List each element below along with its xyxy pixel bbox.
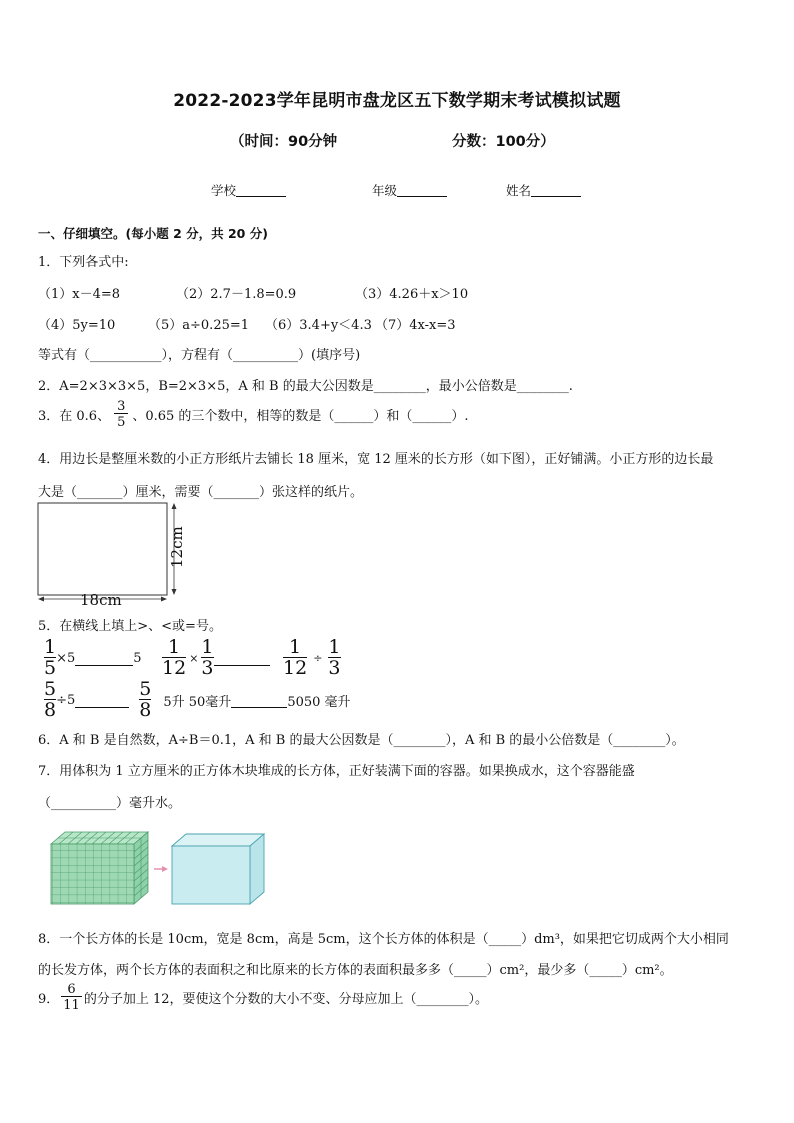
- q5-e6-right: 5050 毫升: [287, 694, 351, 710]
- q5-e3-fraction-a: [283, 638, 307, 678]
- q9-fraction: [61, 983, 82, 1012]
- school-blank[interactable]: [236, 183, 286, 197]
- q3-post: 、0.65 的三个数中，相等的数是（______）和（______）.: [132, 409, 469, 424]
- q5-e2-op: ×: [189, 651, 199, 665]
- rectangle-shape: [38, 503, 167, 595]
- q5-e2-n2: 1: [201, 636, 214, 658]
- q5-e1-num: 1: [44, 636, 57, 658]
- grade-field[interactable]: [372, 181, 447, 199]
- q5-e4-num: 5: [44, 678, 57, 700]
- arrow-icon: [154, 866, 168, 872]
- q1-item-3: （3）4.26＋x＞10: [355, 287, 469, 302]
- name-label: 姓名: [506, 183, 532, 198]
- name-blank[interactable]: [531, 183, 581, 197]
- q5-e3-d2: 3: [328, 657, 341, 679]
- page-title: 2022-2023学年昆明市盘龙区五下数学期末考试模拟试题: [173, 91, 621, 111]
- q5-e3-d1: 12: [283, 657, 308, 679]
- q1-item-1: （1）x－4=8: [38, 287, 121, 302]
- q5-e1-right: 5: [133, 650, 142, 666]
- q8-line1: 8．一个长方体的长是 10cm，宽是 8cm，高是 5cm，这个长方体的体积是（_____）dm³，如果把它切成两个大小相同: [38, 932, 729, 947]
- q4-line1: 4．用边长是整厘米数的小正方形纸片去铺长 18 厘米，宽 12 厘米的长方形（如下图），正好铺满。小正方形的边长最: [38, 452, 714, 467]
- q5-e1-den: 5: [44, 657, 57, 679]
- q1-item-4: （4）5y=10: [38, 318, 116, 333]
- q5-expr-3: [283, 638, 341, 678]
- q5-e4-den: 8: [44, 699, 57, 721]
- q1-item-5: （5）a÷0.25=1: [148, 318, 250, 333]
- q5-e2-d2: 3: [201, 657, 214, 679]
- q8-line2: 的长发方体，两个长方体的表面积之和比原来的长方体的表面积最多多（_____）cm²，最少多（_____）cm²。: [38, 963, 673, 978]
- q5-stem: 5．在横线上填上>、<或=号。: [38, 619, 222, 634]
- q5-e2-fraction-a: [162, 638, 186, 678]
- school-label: 学校: [211, 183, 237, 198]
- q5-e3-fraction-b: [328, 638, 340, 678]
- q4-line2: 大是（_______）厘米，需要（_______）张这样的纸片。: [38, 485, 364, 500]
- q5-e5-num: 5: [139, 678, 152, 700]
- q5-e1-mid: ×5: [56, 650, 76, 666]
- width-label: 18cm: [80, 591, 122, 609]
- exam-score: 分数：100分）: [452, 134, 555, 150]
- name-field[interactable]: [506, 181, 581, 199]
- q5-blank-4[interactable]: [75, 693, 129, 708]
- q5-e2-d1: 12: [162, 657, 187, 679]
- q5-e4-mid: ÷5: [56, 692, 76, 708]
- q5-e3-n2: 1: [328, 636, 341, 658]
- q5-blank-2[interactable]: [214, 651, 270, 666]
- q7-line2: （__________）毫升水。: [38, 796, 182, 811]
- school-field[interactable]: [211, 181, 286, 199]
- q5-e3-op: ÷: [313, 651, 323, 665]
- q5-blank-6[interactable]: [231, 693, 287, 708]
- q3: [38, 400, 469, 429]
- q5-e2-n1: 1: [168, 636, 181, 658]
- q5-e5-fraction: [139, 680, 151, 720]
- q7-line1: 7．用体积为 1 立方厘米的正方体木块堆成的长方体，正好装满下面的容器。如果换成水，这个容器能盛: [38, 764, 635, 779]
- q1-item-6: （6）3.4+y＜4.3: [265, 318, 372, 333]
- rectangle-figure: [34, 498, 194, 610]
- q9: [38, 983, 488, 1012]
- q5-expr-4: [44, 680, 351, 720]
- q1-answer-line: 等式有（___________），方程有（__________）(填序号): [38, 348, 361, 363]
- section-heading: 一、仔细填空。(每小题 2 分，共 20 分): [38, 226, 268, 241]
- q9-pre: 9．: [38, 992, 60, 1007]
- q6-text: 6．A 和 B 是自然数，A÷B＝0.1，A 和 B 的最大公因数是（________），A 和 B 的最小公倍数是（________）。: [38, 733, 685, 748]
- q1-stem: 1．下列各式中:: [38, 255, 129, 270]
- cube-stack: [51, 832, 148, 904]
- q7-figure: [44, 828, 274, 908]
- q5-e4-fraction: [44, 680, 56, 720]
- q9-den: 11: [63, 998, 80, 1013]
- q3-den: 5: [114, 413, 128, 429]
- q1-item-2: （2）2.7－1.8=0.9: [176, 287, 297, 302]
- q3-num: 3: [117, 399, 126, 414]
- q5-e1-fraction: [44, 638, 56, 678]
- q3-pre: 3．在 0.6、: [38, 409, 111, 424]
- q5-e5-den: 8: [139, 699, 152, 721]
- q9-num: 6: [67, 982, 76, 997]
- exam-time: （时间：90分钟: [230, 134, 338, 150]
- q9-post: 的分子加上 12，要使这个分数的大小不变、分母应加上（________）。: [83, 992, 489, 1007]
- q5-blank-1[interactable]: [75, 651, 133, 666]
- grade-blank[interactable]: [397, 183, 447, 197]
- q3-fraction: [114, 400, 128, 429]
- q5-e2-fraction-b: [201, 638, 213, 678]
- container-box: [172, 834, 264, 904]
- q1-item-7: （7）4x-x=3: [375, 318, 456, 333]
- q2-text: 2．A=2×3×3×5，B=2×3×5，A 和 B 的最大公因数是________，最小公倍数是________.: [38, 379, 573, 394]
- grade-label: 年级: [372, 183, 398, 198]
- q5-expr-2: [162, 638, 270, 678]
- q5-e3-n1: 1: [289, 636, 302, 658]
- q5-expr-1: [44, 638, 142, 678]
- q5-e6-left: 5升 50毫升: [163, 694, 232, 710]
- height-label: 12cm: [168, 526, 186, 568]
